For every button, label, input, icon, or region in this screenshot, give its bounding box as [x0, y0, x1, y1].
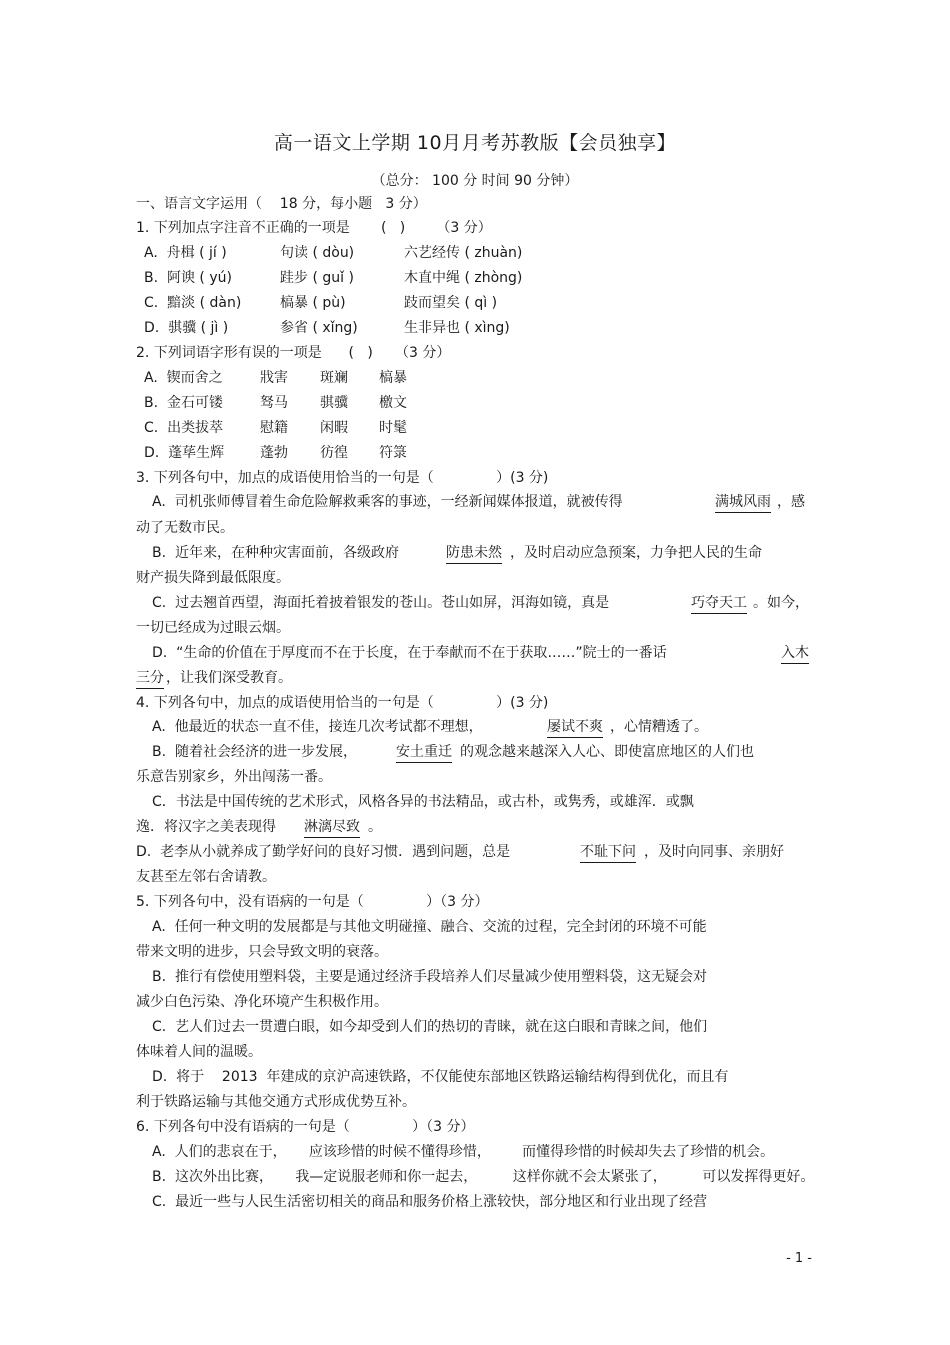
page-title: 高一语文上学期 10月月考苏教版【会员独享】 — [273, 132, 677, 154]
q5-line-2: 带来文明的进步，只会导致文明的衰落。 — [136, 944, 388, 960]
q3-d-idiom-2: 三分 — [136, 668, 164, 689]
q6-option-a: A. 人们的悲哀在于， 应该珍惜的时候不懂得珍惜， 而懂得珍惜的时候却失去了珍惜的机会。 — [152, 1144, 775, 1160]
q1-d-col3: 生非异也 ( xìng) — [404, 320, 510, 336]
q5-line-6: 体味着人间的温暖。 — [136, 1044, 262, 1060]
section-heading: 一、语言文字运用（ 18 分，每小题 3 分） — [136, 196, 427, 212]
q3-b-text: B. 近年来，在种种灾害面前，各级政府 — [152, 545, 399, 561]
q1-a-col2: 句读 ( dòu) — [280, 245, 355, 261]
q2-a-word1: A. 锲而舍之 — [144, 370, 223, 386]
q3-c-text-2: 一切已经成为过眼云烟。 — [136, 620, 290, 636]
q2-b-word3: 骐骥 — [320, 395, 348, 411]
q3-a-text: A. 司机张师傅冒着生命危险解救乘客的事迹，一经新闻媒体报道，就被传得 — [152, 494, 623, 510]
q4-c-text-2: 逸．将汉字之美表现得 — [136, 819, 276, 835]
q4-c-idiom: 淋漓尽致 — [304, 817, 360, 838]
q3-c-tail: 。如今， — [753, 595, 809, 611]
q2-c-word4: 时髦 — [379, 420, 407, 436]
q4-b-text-2: 乐意告别家乡，外出闯荡一番。 — [136, 769, 332, 785]
q1-d-col2: 参省 ( xǐng) — [280, 320, 358, 336]
q1-b-col3: 木直中绳 ( zhòng) — [404, 270, 523, 286]
q4-c-tail: 。 — [368, 819, 382, 835]
q1-b-col1: B. 阿谀 ( yú) — [144, 270, 232, 286]
q1-b-col2: 跬步 ( guǐ ) — [280, 270, 354, 286]
q4-d-text: D. 老李从小就养成了勤学好问的良好习惯．遇到问题，总是 — [136, 844, 511, 860]
q4-d-tail: ，及时向同事、亲朋好 — [644, 844, 784, 860]
q4-c-text: C．书法是中国传统的艺术形式，风格各异的书法精品，或古朴，或隽秀，或雄浑．或飘 — [152, 794, 694, 810]
q2-d-word2: 蓬勃 — [260, 445, 288, 461]
q4-d-text-2: 友甚至左邻右舍请教。 — [136, 869, 276, 885]
q3-b-text-2: 财产损失降到最低限度。 — [136, 570, 290, 586]
question-6-stem: 6. 下列各句中没有语病的一句是（ ）（3 分） — [136, 1119, 475, 1135]
q6-option-c: C. 最近一些与人民生活密切相关的商品和服务价格上涨较快，部分地区和行业出现了经营 — [152, 1194, 708, 1210]
q1-d-col1: D. 骐骥 ( jì ) — [144, 320, 229, 336]
q2-b-word2: 驽马 — [260, 395, 288, 411]
q1-c-col3: 跂而望矣 ( qì ) — [404, 295, 498, 311]
q1-a-col1: A. 舟楫 ( jí ) — [144, 245, 227, 261]
q3-c-text: C. 过去翘首西望，海面托着披着银发的苍山。苍山如屏，洱海如镜，真是 — [152, 595, 610, 611]
q2-c-word3: 闲暇 — [320, 420, 348, 436]
q3-d-text: D. “生命的价值在于厚度而不在于长度，在于奉献而不在于获取……”院士的一番话 — [152, 645, 667, 661]
q5-line-3: B. 推行有偿使用塑料袋，主要是通过经济手段培养人们尽量减少使用塑料袋，这无疑会对 — [152, 969, 707, 985]
q3-c-idiom: 巧夺天工 — [691, 593, 747, 614]
q5-line-5: C. 艺人们过去一贯遭白眼，如今却受到人们的热切的青睐，就在这白眼和青睐之间，他们 — [152, 1019, 708, 1035]
q3-d-tail: ，让我们深受教育。 — [166, 670, 292, 686]
q2-d-word3: 彷徨 — [320, 445, 348, 461]
q3-b-idiom: 防患未然 — [446, 543, 502, 564]
q3-d-idiom-1: 入木 — [781, 643, 809, 664]
q3-a-text-2: 动了无数市民。 — [136, 520, 234, 536]
q4-d-idiom: 不耻下问 — [580, 842, 636, 863]
q2-d-word1: D. 蓬荜生辉 — [144, 445, 225, 461]
question-5-stem: 5. 下列各句中，没有语病的一句是（ ）（3 分） — [136, 894, 489, 910]
q3-b-tail: ，及时启动应急预案，力争把人民的生命 — [510, 545, 762, 561]
q1-a-col3: 六艺经传 ( zhuàn) — [404, 245, 523, 261]
q3-a-tail: ，感 — [777, 494, 805, 510]
exam-info: （总分： 100 分 时间 90 分钟） — [371, 173, 579, 189]
question-3-stem: 3. 下列各句中，加点的成语使用恰当的一句是（ ）(3 分) — [136, 470, 549, 486]
q1-c-col1: C. 黯淡 ( dàn) — [144, 295, 242, 311]
q2-d-word4: 符箓 — [379, 445, 407, 461]
q2-a-word3: 斑斓 — [320, 370, 348, 386]
q5-line-4: 减少白色污染、净化环境产生积极作用。 — [136, 994, 388, 1010]
q2-a-word2: 戕害 — [260, 370, 288, 386]
q4-b-tail: 的观念越来越深入人心、即使富庶地区的人们也 — [460, 744, 754, 760]
q5-line-7: D. 将于 2013 年建成的京沪高速铁路，不仅能使东部地区铁路运输结构得到优化，而且有 — [152, 1069, 729, 1085]
q2-c-word2: 慰籍 — [260, 420, 288, 436]
q4-b-text: B. 随着社会经济的进一步发展， — [152, 744, 357, 760]
q2-a-word4: 槁暴 — [379, 370, 407, 386]
q2-b-word1: B. 金石可镂 — [144, 395, 223, 411]
q4-a-tail: ，心情糟透了。 — [610, 719, 708, 735]
q2-c-word1: C. 出类拔萃 — [144, 420, 224, 436]
q2-b-word4: 檄文 — [379, 395, 407, 411]
q3-a-idiom: 满城风雨 — [715, 492, 771, 513]
q4-a-text: A. 他最近的状态一直不佳，接连几次考试都不理想， — [152, 719, 483, 735]
q4-b-idiom: 安土重迁 — [396, 742, 452, 763]
q5-line-8: 利于铁路运输与其他交通方式形成优势互补。 — [136, 1094, 416, 1110]
question-1-stem: 1. 下列加点字注音不正确的一项是 ( ) （3 分） — [136, 220, 492, 236]
q6-option-b: B. 这次外出比赛， 我—定说服老师和你一起去， 这样你就不会太紧张了， 可以发挥得更好。 — [152, 1169, 815, 1185]
q4-a-idiom: 屡试不爽 — [547, 717, 603, 738]
q5-line-1: A. 任何一种文明的发展都是与其他文明碰撞、融合、交流的过程，完全封闭的环境不可能 — [152, 919, 707, 935]
q1-c-col2: 槁暴 ( pù) — [280, 295, 346, 311]
question-2-stem: 2. 下列词语字形有误的一项是 ( ) （3 分） — [136, 345, 451, 361]
question-4-stem: 4. 下列各句中，加点的成语使用恰当的一句是（ ）(3 分) — [136, 695, 549, 711]
page-number: - 1 - — [786, 1251, 812, 1266]
